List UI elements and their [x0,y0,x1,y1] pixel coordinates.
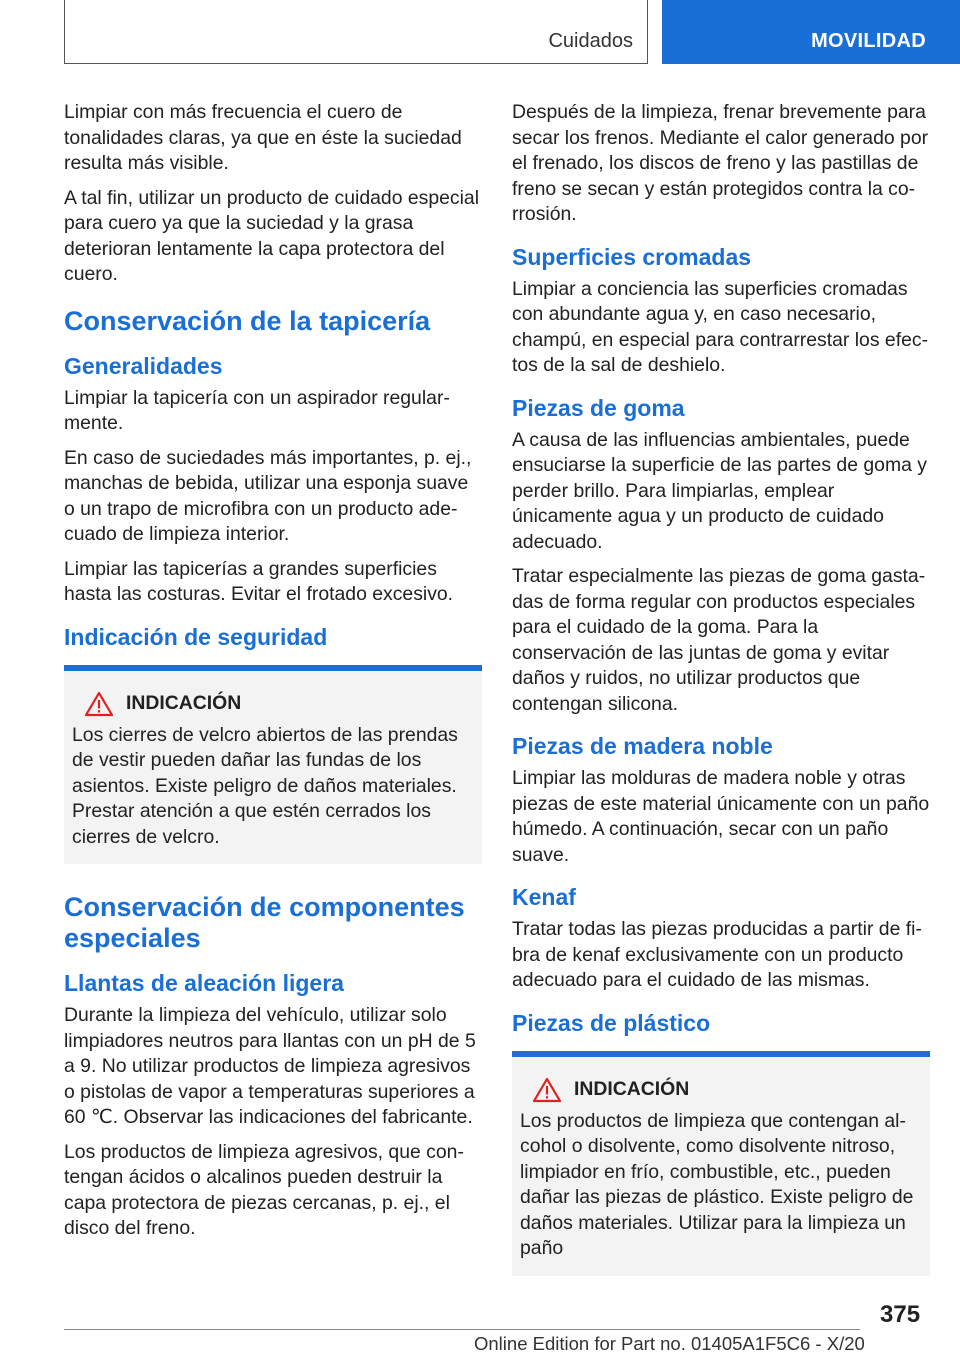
paragraph: Los productos de limpieza agresivos, que contengan ácidos o alcalinos pueden destruir la capa protectora de piezas cercanas, p. ej., el disco del freno. [64,1140,464,1239]
left-column [64,100,482,1251]
paragraph: A causa de las influencias ambientales, puede ensuciarse la superficie de las partes de goma y perder brillo. Para limpiarlas, emplear únicamente agua y un producto de cuidado adecuado. [512,428,927,553]
footer-divider [64,1329,860,1330]
notice-title: INDICACIÓN [574,1078,690,1100]
section-heading-componentes: Conservación de componentes especiales [64,892,465,953]
paragraph: Limpiar la tapicería con un aspirador regularmente. [64,386,450,434]
subheading-kenaf: Kenaf [512,884,576,910]
paragraph: Limpiar las tapicerías a grandes superficies hasta las costuras. Evitar el frotado excesivo. [64,557,454,605]
subheading-indicacion-seguridad: Indicación de seguridad [64,623,328,650]
header-section-tab [64,0,648,64]
header-chapter-tab [662,0,960,64]
subheading-piezas-goma: Piezas de goma [512,394,685,421]
subheading-madera-noble: Piezas de madera noble [512,733,773,759]
header-section-label: Cuidados [548,30,633,52]
paragraph: Después de la limpieza, frenar brevemente para secar los frenos. Mediante el calor generado por el frenado, los discos de freno y las pastillas de freno se secan y están protegidos contra la corrosión. [512,101,929,225]
subheading-piezas-plastico: Piezas de plástico [512,1009,711,1036]
notice-text: Los productos de limpieza que contengan alcohol o disolvente, como disolvente nitroso, limpiador en frío, combustible, etc., pueden dañar las piezas de plástico. Existe peligro de daños materiales. Utilizar para la limpieza un paño [520,1109,914,1259]
footer-edition-text: Online Edition for Part no. 01405A1F5C6 - X/20 [474,1333,865,1354]
paragraph: Tratar especialmente las piezas de goma gastadas de forma regular con productos especiales para el cuidado de la goma. Para la conservación de las juntas de goma y evitar daños y ruidos, no utilizar productos que contengan silicona. [512,565,926,715]
paragraph: Tratar todas las piezas producidas a partir de fibra de kenaf exclusivamente con un producto adecuado para el cuidado de las mismas. [512,918,922,991]
paragraph: Durante la limpieza del vehículo, utilizar solo limpiadores neutros para llantas con un pH de 5 a 9. No utilizar productos de limpieza agresivos o pistolas de vapor a temperaturas superiores a 60 ℃. Observar las indicaciones del fabricante. [64,1004,476,1128]
paragraph: Limpiar a conciencia las superficies cromadas con abundante agua y, en caso necesario, champú, en especial para contrarrestar los efectos de la sal de deshielo. [512,277,929,376]
subheading-superficies-cromadas: Superficies cromadas [512,243,752,270]
right-column [512,100,930,1304]
safety-notice-box [64,665,482,865]
paragraph: En caso de suciedades más importantes, p. ej., manchas de bebida, utilizar una esponja suave o un trapo de microfibra con un producto adecuado de limpieza interior. [64,446,472,545]
safety-notice-box [512,1051,930,1276]
warning-triangle-icon [84,691,114,717]
paragraph: Limpiar las molduras de madera noble y otras piezas de este material únicamente con un paño húmedo. A continuación, secar con un paño suave. [512,767,930,866]
subheading-llantas: Llantas de aleación ligera [64,970,344,996]
notice-title: INDICACIÓN [126,692,242,714]
warning-triangle-icon [532,1077,562,1103]
notice-header [520,1077,922,1103]
header-chapter-label: MOVILIDAD [811,30,926,52]
notice-header [72,691,474,717]
subheading-generalidades: Generalidades [64,352,223,379]
page-number: 375 [880,1301,921,1328]
notice-text: Los cierres de velcro abiertos de las prendas de vestir pueden dañar las fundas de los asientos. Existe peligro de daños materiales. Prestar atención a que estén cerrados los cierres de velcro. [72,723,458,848]
paragraph: Limpiar con más frecuencia el cuero de tonalidades claras, ya que en éste la suciedad resulta más visible. [64,101,462,174]
paragraph: A tal fin, utilizar un producto de cuidado especial para cuero ya que la suciedad y la grasa deterioran lentamente la capa protectora del cuero. [64,186,480,285]
section-heading-tapiceria: Conservación de la tapicería [64,305,431,336]
